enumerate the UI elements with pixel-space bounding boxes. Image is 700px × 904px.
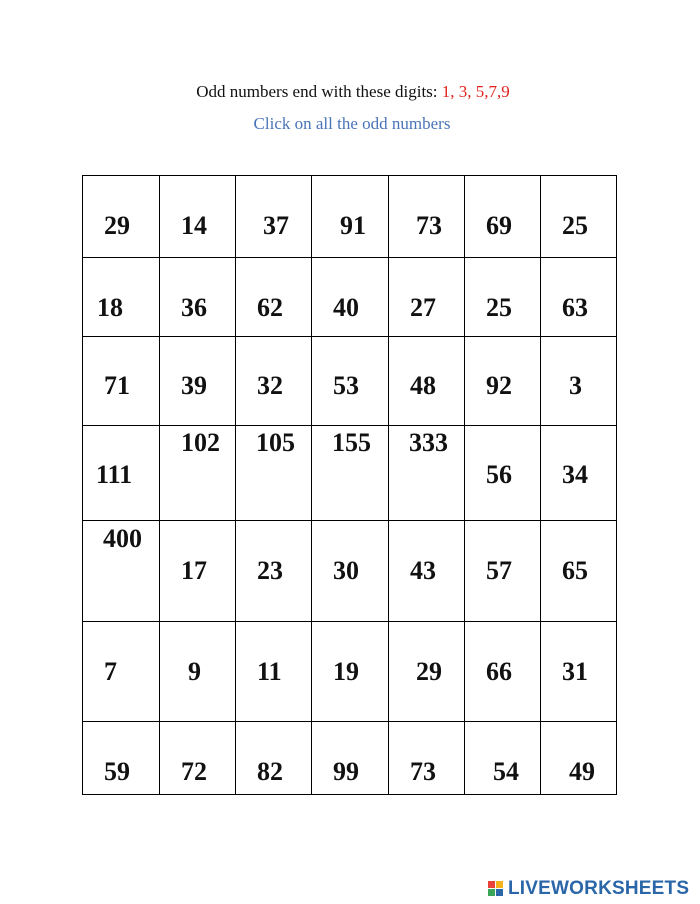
liveworksheets-logo [488,878,695,900]
logo-text: LIVEWORKSHEETS [508,878,690,899]
cell-number: 72 [181,757,207,786]
number-cell[interactable] [312,337,389,426]
cell-number: 34 [562,460,588,489]
number-cell[interactable] [389,521,465,622]
number-cell[interactable] [465,622,541,722]
number-cell[interactable] [312,622,389,722]
cell-number: 111 [96,460,133,489]
cell-number: 29 [416,657,442,686]
number-cell[interactable] [389,337,465,426]
number-cell[interactable] [541,521,617,622]
number-cell[interactable] [236,176,312,258]
hint-line [0,82,700,102]
number-cell[interactable] [541,176,617,258]
number-cell[interactable] [389,722,465,795]
cell-number: 18 [97,293,123,322]
cell-number: 11 [257,657,282,686]
number-cell[interactable] [160,722,236,795]
cell-number: 99 [333,757,359,786]
cell-number: 31 [562,657,588,686]
number-cell[interactable] [83,622,160,722]
number-cell[interactable] [389,258,465,337]
number-cell[interactable] [389,622,465,722]
cell-number: 56 [486,460,512,489]
number-cell[interactable] [160,176,236,258]
cell-number: 29 [104,211,130,240]
cell-number: 48 [410,371,436,400]
cell-number: 62 [257,293,283,322]
number-cell[interactable] [465,176,541,258]
number-cell[interactable] [160,258,236,337]
number-cell[interactable] [465,722,541,795]
number-cell[interactable] [389,176,465,258]
cell-number: 73 [410,757,436,786]
number-cell[interactable] [160,622,236,722]
cell-number: 63 [562,293,588,322]
cell-number: 92 [486,371,512,400]
cell-number: 19 [333,657,359,686]
number-cell[interactable] [83,258,160,337]
cell-number: 333 [409,428,448,457]
number-cell[interactable] [312,521,389,622]
cell-number: 23 [257,556,283,585]
cell-number: 3 [569,371,582,400]
cell-number: 36 [181,293,207,322]
number-cell[interactable] [83,426,160,521]
number-cell[interactable] [236,722,312,795]
cell-number: 57 [486,556,512,585]
number-cell[interactable] [312,426,389,521]
cell-number: 14 [181,211,207,240]
liveworksheets-logo-icon [488,881,506,897]
number-cell[interactable] [312,258,389,337]
number-cell[interactable] [312,176,389,258]
cell-number: 40 [333,293,359,322]
number-cell[interactable] [83,521,160,622]
cell-number: 43 [410,556,436,585]
number-cell[interactable] [465,521,541,622]
cell-number: 30 [333,556,359,585]
hint-text: Odd numbers end with these digits: [196,82,438,101]
cell-number: 25 [562,211,588,240]
cell-number: 53 [333,371,359,400]
cell-number: 39 [181,371,207,400]
cell-number: 9 [188,657,201,686]
number-cell[interactable] [541,337,617,426]
number-cell[interactable] [541,258,617,337]
cell-number: 71 [104,371,130,400]
cell-number: 400 [103,524,142,553]
cell-number: 25 [486,293,512,322]
cell-number: 27 [410,293,436,322]
number-cell[interactable] [541,426,617,521]
cell-number: 82 [257,757,283,786]
number-cell[interactable] [236,521,312,622]
number-cell[interactable] [83,176,160,258]
cell-number: 73 [416,211,442,240]
number-cell[interactable] [312,722,389,795]
number-cell[interactable] [541,622,617,722]
number-cell[interactable] [236,337,312,426]
cell-number: 32 [257,371,283,400]
number-cell[interactable] [83,722,160,795]
number-cell[interactable] [389,426,465,521]
cell-number: 54 [493,757,519,786]
number-cell[interactable] [541,722,617,795]
number-cell[interactable] [236,258,312,337]
number-cell[interactable] [236,622,312,722]
cell-number: 7 [104,657,117,686]
number-cell[interactable] [83,337,160,426]
number-grid [82,175,617,795]
cell-number: 91 [340,211,366,240]
cell-number: 69 [486,211,512,240]
instruction-text: Click on all the odd numbers [253,114,451,133]
cell-number: 65 [562,556,588,585]
cell-number: 102 [181,428,220,457]
hint-digits: 1, 3, 5,7,9 [441,82,510,101]
cell-number: 37 [263,211,289,240]
number-cell[interactable] [465,426,541,521]
number-cell[interactable] [160,337,236,426]
cell-number: 155 [332,428,371,457]
cell-number: 59 [104,757,130,786]
number-cell[interactable] [160,426,236,521]
number-cell[interactable] [465,337,541,426]
number-cell[interactable] [465,258,541,337]
cell-number: 105 [256,428,295,457]
cell-number: 49 [569,757,595,786]
cell-number: 17 [181,556,207,585]
cell-number: 66 [486,657,512,686]
number-cell[interactable] [236,426,312,521]
number-cell[interactable] [160,521,236,622]
